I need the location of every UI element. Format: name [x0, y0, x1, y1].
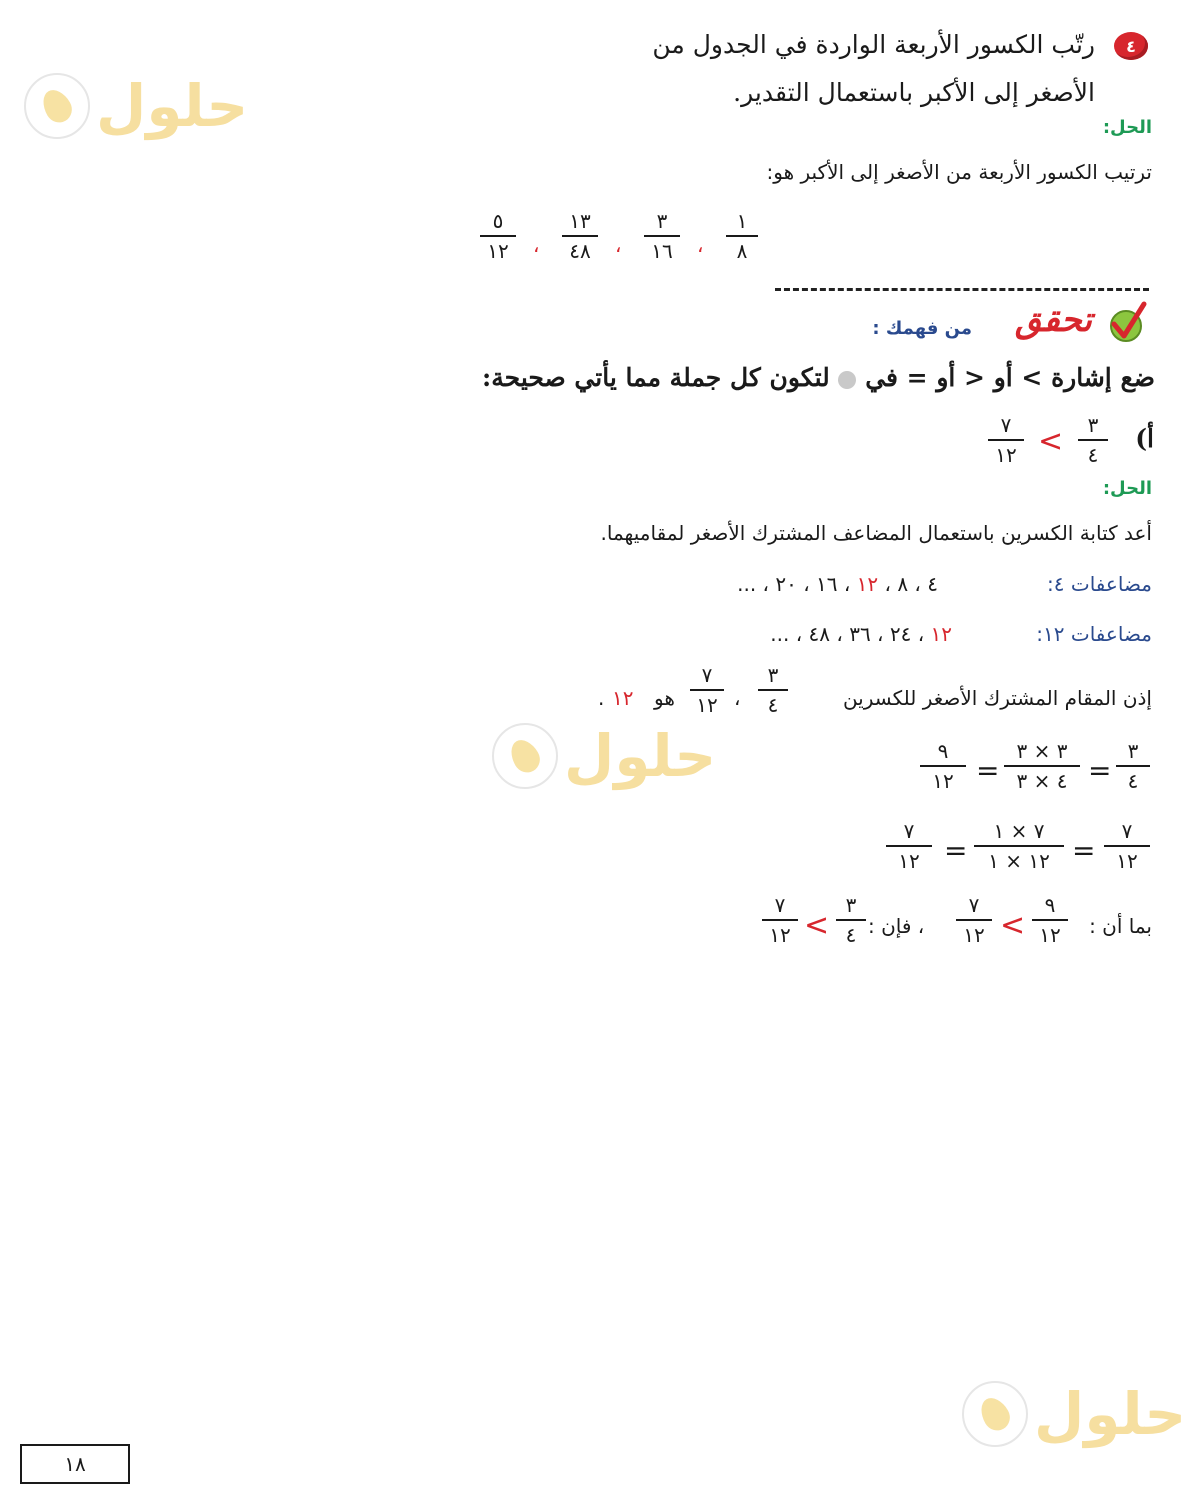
- separator: ،: [533, 233, 540, 257]
- question-line-2: الأصغر إلى الأكبر باستعمال التقدير.: [733, 78, 1095, 107]
- part-a-label: أ): [1135, 424, 1154, 453]
- order-fraction-4: ٥ ١٢: [480, 210, 516, 262]
- solution-label: الحل:: [1102, 117, 1152, 138]
- separator: ،: [697, 233, 704, 257]
- order-sentence: ترتيب الكسور الأربعة من الأصغر إلى الأكبر هو:: [766, 160, 1152, 184]
- conclusion-fraction-3: ٣ ٤: [836, 894, 866, 946]
- eq2-fraction-b: ٧ × ١ ١٢ × ١: [974, 820, 1064, 872]
- eq1-equals-2: =: [976, 754, 1000, 787]
- conclusion-sign-2: <: [804, 908, 830, 943]
- eq1-equals-1: =: [1088, 754, 1112, 787]
- watermark-drop-icon: [492, 723, 558, 789]
- question-line-1: رتّب الكسور الأربعة الواردة في الجدول من: [652, 30, 1095, 59]
- conclusion-fraction-1: ٩ ١٢: [1032, 894, 1068, 946]
- watermark-drop-icon: [24, 73, 90, 139]
- conclusion-fraction-4: ٧ ١٢: [762, 894, 798, 946]
- lcd-fraction-2: ٧ ١٢: [690, 664, 724, 716]
- lcd-separator: ،: [734, 686, 741, 710]
- part-a-left-fraction: ٣ ٤: [1078, 414, 1108, 466]
- part-a-sign: <: [1038, 424, 1064, 459]
- separator: ،: [615, 233, 622, 257]
- eq2-fraction-a: ٧ ١٢: [1104, 820, 1150, 872]
- eq1-fraction-b: ٣ × ٣ ٤ × ٣: [1004, 740, 1080, 792]
- part-a-right-fraction: ٧ ١٢: [988, 414, 1024, 466]
- conclusion-fraction-2: ٧ ١٢: [956, 894, 992, 946]
- page-number: ١٨: [20, 1444, 130, 1484]
- order-fraction-2: ٣ ١٦: [644, 210, 680, 262]
- solution-label-2: الحل:: [1102, 478, 1152, 499]
- watermark-text: حلول: [1034, 1380, 1187, 1448]
- multiples-12-label: مضاعفات ١٢:: [1036, 622, 1152, 646]
- watermark-logo-middle: [492, 722, 716, 790]
- multiples-4-label: مضاعفات ٤:: [1047, 572, 1152, 596]
- question-number-badge: ٤: [1114, 32, 1148, 60]
- conclusion-then: ، فإن :: [868, 914, 925, 938]
- order-fraction-1: ١ ٨: [726, 210, 758, 262]
- check-subtitle: من فهمك :: [872, 318, 972, 339]
- eq2-equals-1: =: [1072, 834, 1096, 867]
- section-divider: [775, 288, 1149, 291]
- lcd-sentence-part2: هو: [654, 686, 675, 710]
- multiples-12-values: ١٢ ، ٢٤ ، ٣٦ ، ٤٨ ، ...: [770, 622, 952, 646]
- order-fraction-3: ١٣ ٤٨: [562, 210, 598, 262]
- watermark-drop-icon: [962, 1381, 1028, 1447]
- lcd-fraction-1: ٣ ٤: [758, 664, 788, 716]
- check-instruction: ضع إشارة > أو < أو = في لتكون كل جملة مما يأتي صحيحة:: [482, 363, 1155, 392]
- lcd-sentence-part1: إذن المقام المشترك الأصغر للكسرين: [842, 686, 1152, 710]
- watermark-text: حلول: [96, 72, 249, 140]
- multiples-4-values: ٤ ، ٨ ، ١٢ ، ١٦ ، ٢٠ ، ...: [737, 572, 938, 596]
- placeholder-circle-icon: [838, 371, 856, 389]
- rewrite-sentence: أعد كتابة الكسرين باستعمال المضاعف المشترك الأصغر لمقاميهما.: [600, 521, 1152, 545]
- eq2-equals-2: =: [944, 834, 968, 867]
- eq1-fraction-a: ٣ ٤: [1116, 740, 1150, 792]
- conclusion-sign-1: <: [1000, 908, 1026, 943]
- check-title: تحقق: [1015, 300, 1092, 340]
- conclusion-since: بما أن :: [1089, 914, 1152, 938]
- check-mark-icon: [1104, 300, 1148, 344]
- watermark-text: حلول: [564, 722, 717, 790]
- eq2-fraction-c: ٧ ١٢: [886, 820, 932, 872]
- eq1-fraction-c: ٩ ١٢: [920, 740, 966, 792]
- lcd-value: ١٢: [612, 686, 634, 710]
- lcd-end: .: [598, 686, 605, 710]
- watermark-logo-top: [24, 72, 248, 140]
- watermark-logo-bottom: [962, 1380, 1186, 1448]
